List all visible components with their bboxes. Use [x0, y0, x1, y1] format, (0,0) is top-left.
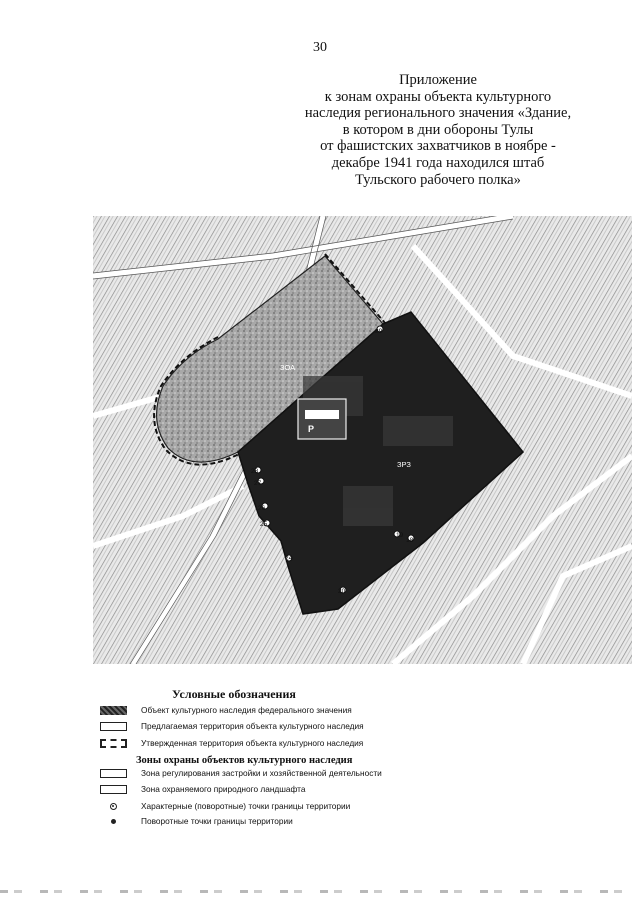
plain-box-symbol [100, 769, 127, 778]
boundary-point-label: 29 [375, 328, 383, 335]
boundary-point-label: 26 [258, 505, 266, 512]
boundary-point-label: 18 [406, 537, 414, 544]
plain-box-symbol [100, 785, 127, 794]
boundary-point-label: 25 [260, 521, 268, 528]
legend-item-landscape [100, 782, 306, 796]
dashed-box-symbol [100, 739, 127, 748]
ring-dot-icon [100, 800, 127, 812]
legend-item-zrz [100, 766, 382, 780]
legend-label: Поворотные точки границы территории [141, 816, 293, 826]
zrz-label: ЗРЗ [397, 460, 411, 469]
legend-title: Условные обозначения [172, 687, 296, 701]
boundary-point-label: 19 [396, 532, 404, 539]
legend-label: Характерные (поворотные) точки границы территории [141, 801, 351, 811]
legend-item-federal-object [100, 703, 352, 717]
filled-dot-icon [100, 815, 127, 827]
boundary-point-label: 20 [338, 588, 346, 595]
appendix-line: наследия регионального значения «Здание, [304, 105, 572, 122]
plain-box-symbol [100, 722, 127, 731]
page-number: 30 [313, 40, 327, 55]
appendix-line: в котором в дни обороны Тулы [342, 121, 534, 138]
boundary-point-label: 24 [285, 555, 293, 562]
scan-artifact-line [0, 890, 640, 893]
boundary-point-label: 27 [254, 480, 262, 487]
appendix-line: Приложение [399, 72, 477, 88]
appendix-line: к зонам охраны объекта культурного [324, 88, 552, 105]
appendix-heading [258, 72, 618, 188]
legend-label: Зона охраняемого природного ландшафта [141, 784, 306, 794]
appendix-line: от фашистских захватчиков в ноябре - [320, 138, 556, 155]
zones-title: Зоны охраны объектов культурного наследия [136, 755, 353, 766]
legend-item-approved-territory [100, 736, 363, 750]
boundary-point-label: 28 [251, 468, 259, 475]
object-label: Р [308, 424, 315, 434]
appendix-line: Тульского рабочего полка» [355, 171, 521, 188]
legend-item-proposed-territory [100, 719, 364, 733]
legend-item-characteristic-points [100, 799, 350, 813]
zoa-label: ЗОА [280, 363, 296, 372]
legend-label: Зона регулирования застройки и хозяйственной деятельности [141, 768, 382, 778]
appendix-line: декабре 1941 года находился штаб [331, 154, 545, 171]
legend-label: Объект культурного наследия федерального значения [141, 705, 352, 715]
legend-label: Предлагаемая территория объекта культурного наследия [141, 721, 364, 731]
federal-object-symbol [100, 706, 127, 715]
protection-zones-map [93, 216, 632, 664]
legend-item-turning-points [100, 814, 293, 828]
legend-label: Утвержденная территория объекта культурного наследия [141, 738, 364, 748]
